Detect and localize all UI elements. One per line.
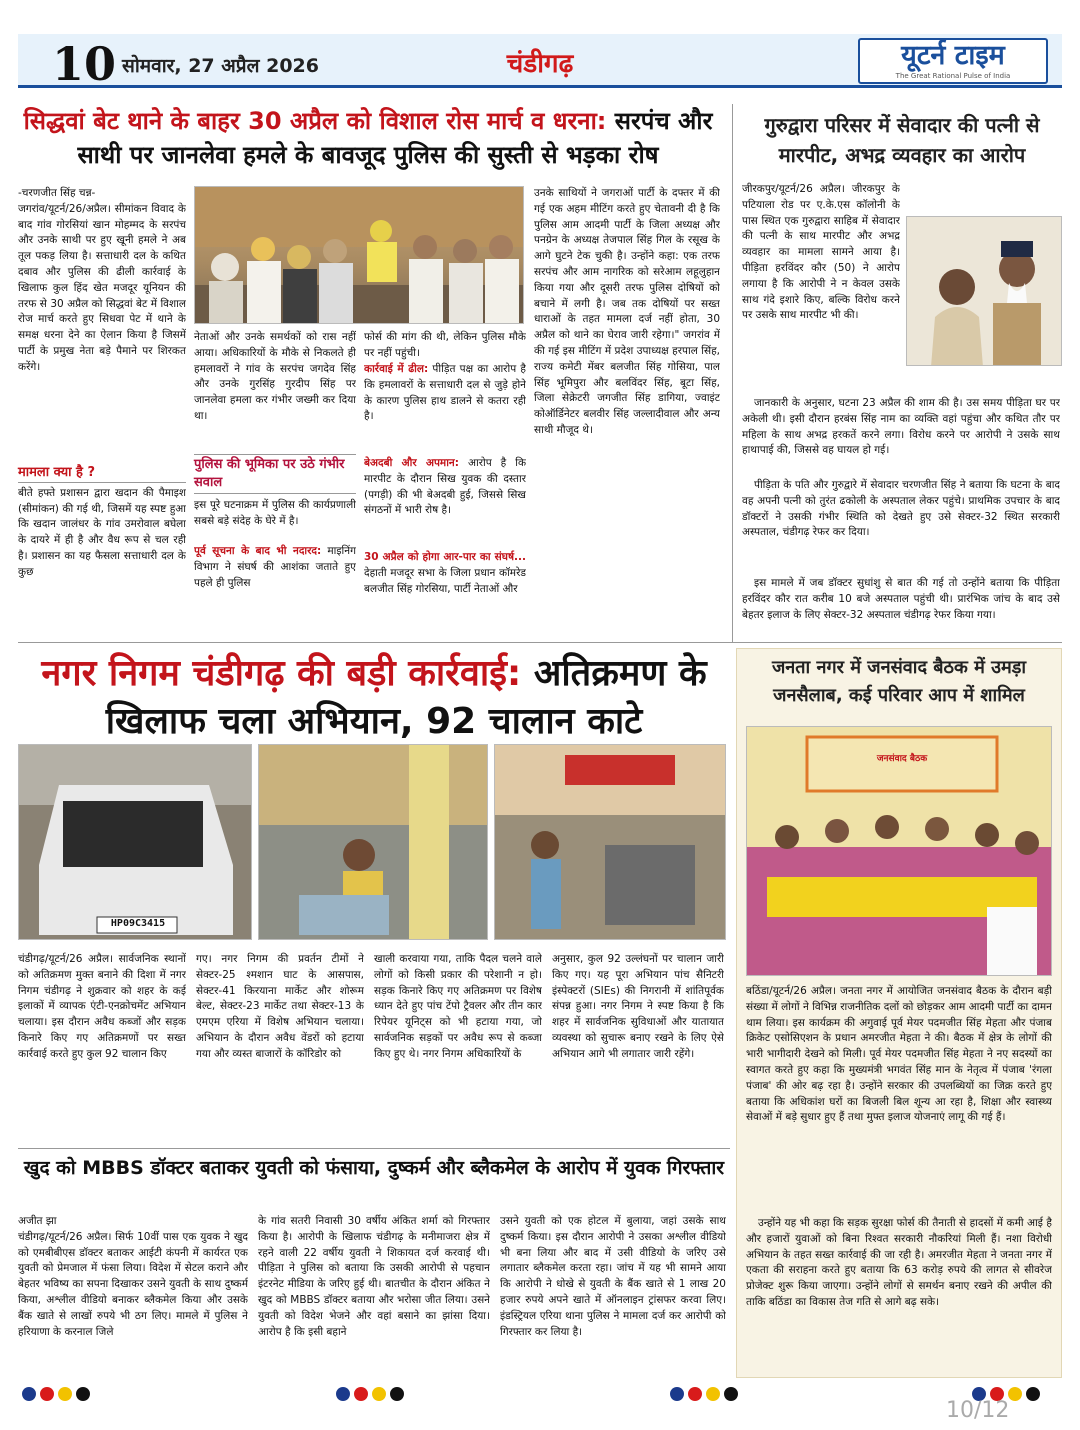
story2-headline: गुरुद्वारा परिसर में सेवादार की पत्नी से मारपीट, अभद्र व्यवहार का आरोप <box>764 113 1040 167</box>
story3-photo-car <box>18 744 252 940</box>
dot-black <box>390 1387 404 1401</box>
dot-red <box>354 1387 368 1401</box>
story1-headline <box>18 104 718 172</box>
story1-col2c-text: माइनिंग विभाग ने संघर्ष की आशंका जताते हुए पहले ही पुलिस <box>194 545 356 589</box>
story1-kw-struggle: 30 अप्रैल को होगा आर-पार का संघर्ष... <box>364 551 526 563</box>
story2-p1: जीरकपुर/यूटर्न/26 अप्रैल। जीरकपुर के पटियाला रोड पर ए.के.एस कॉलोनी के पास स्थित एक गुरुद्वारा साहिब में सेवादार की पत्नी के साथ मारपीट और अभद्र व्यवहार का मामला सामने आया है। पीड़िता हरविंदर कौर (50) ने आरोप लगाया है कि आरोपी ने न केवल उसके साथ गंदे इशारे किए, बल्कि विरोध करने पर उसके साथ मारपीट भी की। <box>742 183 900 322</box>
rally-banner-text: जनसंवाद बैठक <box>876 754 928 764</box>
story1-kw-absent: पूर्व सूचना के बाद भी नदारद: <box>194 545 322 557</box>
story1-col3-p3-text: देहाती मजदूर सभा के जिला प्रधान कॉमरेड बलजीत सिंह गोरसिया, पार्टी नेताओं और <box>364 566 526 595</box>
story1-headline-red: सिद्धवां बेट थाने के बाहर 30 अप्रैल को विशाल रोस मार्च व धरना: <box>23 107 607 135</box>
dot-yellow <box>1008 1387 1022 1401</box>
story2-p4: इस मामले में जब डॉक्टर सुधांशु से बात की गई तो उन्होंने बताया कि पीड़िता हरविंदर कौर रात करीब 10 बजे अस्पताल पहुंची थी। प्रारंभिक जांच के बाद उसे बेहतर इलाज के लिए सेक्टर-32 अस्पताल चंडीगढ़ रेफर किया गया। <box>742 577 1060 621</box>
story1-col4-text: उनके साथियों ने जगराओं पार्टी के दफ्तर में की गई एक अहम मीटिंग करते हुए चेतावनी दी है कि पुलिस आम आदमी पार्टी के जिला अध्यक्ष और पनग्रेन के अध्यक्ष तेजपाल सिंह गिल के रसूख के आगे घुटने टेक चुकी है। उन्होंने कहा: एक तरफ सरपंच और आम नागरिक को सरेआम लहूलुहान किया गया और दूसरी तरफ पुलिस दोषियों को बचाने में लगी है। जब तक दोषियों पर सख्त धाराओं के तहत मामला दर्ज नहीं होता, 30 अप्रैल को थाने का घेराव जारी रहेगा।" जगरांव में की गई इस मीटिंग में प्रदेश उपाध्यक्ष हरपाल सिंह, राज्य कमेटी मेंबर बलजीत सिंह गोसिया, पाल सिंह भूमिपुरा और बलविंदर सिंह, बूटा सिंह, जिला सेक्रेटरी जगजीत सिंह डागिया, ज्वाइंट कोऑर्डिनेटर बलवीर सिंह जल्लादीवाल और अन्य साथी मौजूद थे। <box>534 187 720 436</box>
story1-col3 <box>364 330 526 630</box>
story4-headline: जनता नगर में जनसंवाद बैठक में उमड़ा जनसैलाब, कई परिवार आप में शामिल <box>771 657 1027 706</box>
story1-col3-p1 <box>364 362 526 456</box>
page-indicator: 10/12 <box>946 1398 1010 1423</box>
section-title: चंडीगढ़ <box>506 49 574 79</box>
story5-byline: अजीत झा <box>18 1215 57 1227</box>
story5-col2: के गांव सतरी निवासी 30 वर्षीय अंकित शर्मा को गिरफ्तार किया है। आरोपी के खिलाफ चंडीगढ़ के मनीमाजरा क्षेत्र में रहने वाली 22 वर्षीय युवती ने शिकायत दर्ज करवाई थी। पीड़िता ने पुलिस को बताया कि उसकी आरोपी से पहचान इंटरनेट मीडिया के जरिए हुई थी। बातचीत के दौरान अंकित ने खुद को MBBS डॉक्टर बताया और भरोसा जीत लिया। उसने युवती को विदेश भेजने और वहां बसाने का झांसा दिया। आरोप है कि इसी बहाने <box>258 1215 490 1338</box>
meeting-photo <box>195 187 524 324</box>
issue-date: सोमवार, 27 अप्रैल 2026 <box>122 55 319 77</box>
dot-red <box>688 1387 702 1401</box>
dot-yellow <box>58 1387 72 1401</box>
story3-col3: खाली करवाया गया, ताकि पैदल चलने वाले लोगों को किसी प्रकार की परेशानी न हो। सड़क किनारे किए गए अतिक्रमण पर विशेष ध्यान देते हुए पांच टेंपो ट्रैवलर और तीन कार रिपेयर यूनिट्स को भी हटाया गया, जो सार्वजनिक सड़कों पर अवैध रूप से कब्जा किए हुए थे। नगर निगम अधिकारियों के <box>374 953 542 1060</box>
number-plate: HP09C3415 <box>110 918 166 929</box>
story1-kw-insult: बेअदबी और अपमान: <box>364 457 459 469</box>
story1-col2-text: नेताओं और उनके समर्थकों को रास नहीं आया। अधिकारियों के मौके से निकलते ही हमलावरों ने गांव के सरपंच जगदेव सिंह और उनके गुरसिंह गुरदीप सिंह पर जानलेवा हमला कर गंभीर जख्मी कर दिया था। <box>194 331 356 422</box>
car-photo <box>19 745 252 940</box>
story1-col2c <box>194 544 356 624</box>
column-divider <box>732 104 733 642</box>
dot-blue <box>22 1387 36 1401</box>
story1-subhead-1: मामला क्या है ? <box>18 464 186 483</box>
story1-col1b-text: बीते हफ्ते प्रशासन द्वारा खदान की पैमाइश (सीमांकन) की गई थी, जिसमें यह स्पष्ट हुआ कि खदान जालंधर के गांव उमरोवाल बघेला के दायरे में ही है और वैध रूप से चल रही है। प्रशासन का यह फैसला सत्ताधारी दल के कुछ <box>18 486 186 578</box>
dot-yellow <box>372 1387 386 1401</box>
story5-headline: खुद को MBBS डॉक्टर बताकर युवती को फंसाया, दुष्कर्म और ब्लैकमेल के आरोप में युवक गिरफ्तार <box>23 1157 725 1179</box>
story5-col1 <box>18 1214 248 1376</box>
footer-dots-left <box>22 1386 94 1405</box>
story3-col1: चंडीगढ़/यूटर्न/26 अप्रैल। सार्वजनिक स्थानों को अतिक्रमण मुक्त बनाने की दिशा में नगर निगम चंडीगढ़ ने शुक्रवार को शहर के कई इलाकों में व्यापक एंटी-एनक्रोचमेंट अभियान चलाया। इस दौरान अवैध कब्जों और सड़क किनारे किए गए अतिक्रमणों पर सख्त कार्रवाई करते हुए कुल 92 चालान किए <box>18 953 186 1060</box>
couple-photo <box>907 217 1062 366</box>
page-number: 10 <box>52 37 117 91</box>
story1-col3-text: फोर्स की मांग की थी, लेकिन पुलिस मौके पर नहीं पहुंची। <box>364 331 526 359</box>
newspaper-logo <box>858 38 1048 84</box>
story1-subhead-2: पुलिस की भूमिका पर उठे गंभीर सवाल <box>194 454 356 494</box>
dot-black <box>1026 1387 1040 1401</box>
footer-dots-center <box>336 1386 408 1405</box>
story1-col3-p1-text: पीड़ित पक्ष का आरोप है कि हमलावरों के सत्ताधारी दल से जुड़े होने के कारण पुलिस हाथ डालने से कतरा रही है। <box>364 363 526 423</box>
row-divider-2 <box>18 1148 730 1149</box>
story1-kw-laxity: कार्रवाई में ढील: <box>364 363 429 375</box>
market-photo <box>495 745 726 940</box>
story3-headline <box>18 650 730 746</box>
row-divider <box>18 642 1062 643</box>
story1-col3-p2 <box>364 456 526 550</box>
story2-photo <box>906 216 1062 366</box>
story2-p3: पीड़िता के पति और गुरुद्वारे में सेवादार चरणजीत सिंह ने बताया कि घटना के बाद वह अपनी पत्नी को तुरंत ढकोली के अस्पताल लेकर पहुंचे। प्राथमिक उपचार के बाद डॉक्टरों ने उसकी गंभीर स्थिति को देखते हुए उसे सेक्टर-32 स्थित सरकारी अस्पताल, चंडीगढ़ रेफर कर दिया। <box>742 479 1060 539</box>
dot-yellow <box>706 1387 720 1401</box>
story5-col3: उसने युवती को एक होटल में बुलाया, जहां उसके साथ दुष्कर्म किया। इस दौरान आरोपी ने उसका अश्लील वीडियो भी बना लिया और बाद में उसी वीडियो के जरिए उसे लगातार ब्लैकमेल करता रहा। जांच में यह भी सामने आया कि आरोपी ने धोखे से युवती के बैंक खाते से 1 लाख 20 हजार रुपये अपने खाते में ऑनलाइन ट्रांसफर करवा लिए। इंडस्ट्रियल एरिया थाना पुलिस ने मामला दर्ज कर आरोपी को गिरफ्तार कर लिया है। <box>500 1215 726 1338</box>
story1-col3-p2-text: आरोप है कि मारपीट के दौरान सिख युवक की दस्तार (पगड़ी) की भी बेअदबी हुई, जिससे सिख संगठनों में भारी रोष है। <box>364 457 526 517</box>
story4-photo <box>746 726 1052 976</box>
footer-dots-right <box>670 1386 742 1405</box>
story2-p2: जानकारी के अनुसार, घटना 23 अप्रैल की शाम की है। उस समय पीड़िता घर पर अकेली थी। इसी दौरान हरबंस सिंह नाम का व्यक्ति वहां पहुंचा और कथित तौर पर महिला के साथ अभद्र हरकतें करने लगा। विरोध करने पर आरोपी ने उसके साथ हाथापाई की, जिससे वह घायल हो गई। <box>742 397 1060 457</box>
dot-black <box>76 1387 90 1401</box>
logo-text: यूटर्न टाइम <box>901 40 1005 71</box>
dot-blue <box>336 1387 350 1401</box>
dot-blue <box>670 1387 684 1401</box>
story1-byline: -चरणजीत सिंह चन्न- <box>18 187 96 199</box>
story5-col1-text: चंडीगढ़/यूटर्न/26 अप्रैल। सिर्फ 10वीं पास एक युवक ने खुद को एमबीबीएस डॉक्टर बताकर आईटी कंपनी में कार्यरत एक युवती को प्रेमजाल में फंसा लिया। विदेश में सेटल कराने और बेहतर भविष्य का सपना दिखाकर उसने युवती के साथ दुष्कर्म किया, अश्लील वीडियो बनाकर ब्लैकमेल किया और उसके बैंक खाते से लाखों रुपये भी ठग लिए। मामले में पुलिस ने हरियाणा के करनाल जिले <box>18 1230 248 1338</box>
story3-headline-black-a: अतिक्रमण <box>533 653 667 694</box>
story3-photo-market <box>494 744 726 940</box>
story3-photo-street <box>258 744 488 940</box>
story3-col2: गए। नगर निगम की प्रवर्तन टीमों ने सेक्टर-25 श्मशान घाट के आसपास, सेक्टर-41 किरयाना मार्केट और शोरूम बेल्ट, सेक्टर-23 मार्केट तथा सेक्टर-13 के एमएम एरिया में विशेष अभियान चलाया। अभियान के दौरान अवैध वेंडरों को हटाया गया और व्यस्त बाजारों के कॉरिडोर को <box>196 953 364 1060</box>
dot-red <box>40 1387 54 1401</box>
story1-headline-black-b: और साथी पर जानलेवा हमले के बावजूद पुलिस की सुस्ती से भड़का रोष <box>77 107 713 169</box>
story3-headline-black-b: के खिलाफ चला अभियान, 92 चालान काटे <box>105 653 707 742</box>
story1-photo <box>194 186 524 324</box>
dot-black <box>724 1387 738 1401</box>
story1-col1-text: जगरांव/यूटर्न/26/अप्रैल। सीमांकन विवाद के बाद गांव गोरसियां खान मोहम्मद के सरपंच और उनके साथी पर हुए खूनी हमले ने अब तूल पकड़ लिया है। सत्ताधारी दल के कथित दबाव और पुलिस की ढीली कार्रवाई के खिलाफ कुल हिंद खेत मजदूर यूनियन की तरफ से 30 अप्रैल को सिद्धवां बेट में विशाल रोज मार्च करते हुए सिधवा पेट में थाने के समक्ष धरना देने का ऐलान किया है जिसमें पार्टी के प्रमुख नेता बड़े पैमाने पर शिरकत करेंगे। <box>18 202 186 373</box>
story4-p1: बठिंडा/यूटर्न/26 अप्रैल। जनता नगर में आयोजित जनसंवाद बैठक के दौरान बड़ी संख्या में लोगों ने विभिन्न राजनीतिक दलों को छोड़कर आम आदमी पार्टी का दामन थाम लिया। इस कार्यक्रम की अगुवाई पूर्व मेयर पदमजीत सिंह मेहता और पंजाब क्रिकेट एसोसिएशन के प्रधान अमरजीत मेहता ने की। बैठक में क्षेत्र के लोगों की भारी भागीदारी देखने को मिली। पूर्व मेयर पदमजीत सिंह मेहता ने नए सदस्यों का स्वागत करते हुए कहा कि मुख्यमंत्री भगवंत सिंह मान के नेतृत्व में पंजाब 'रंगला पंजाब' की ओर बढ़ रहा है। उन्होंने सरकार की उपलब्धियों का जिक्र करते हुए बताया कि अधिकांश घरों का बिजली बिल शून्य आ रहा है, शिक्षा और स्वास्थ्य सेवाओं में बड़े सुधार हुए हैं तथा मुफ्त इलाज योजनाएं लागू की गई हैं। <box>746 985 1052 1124</box>
story3-headline-red: नगर निगम चंडीगढ़ की बड़ी कार्रवाई: <box>41 653 522 694</box>
story3-col4: अनुसार, कुल 92 उल्लंघनों पर चालान जारी किए गए। यह पूरा अभियान पांच सैनिटरी इंस्पेक्टरों (SIEs) की निगरानी में शांतिपूर्वक संपन्न हुआ। नगर निगम ने स्पष्ट किया है कि शहर में सार्वजनिक सुविधाओं और यातायात व्यवस्था को सुचारू बनाए रखने के लिए ऐसे अभियान आगे भी लगातार जारी रहेंगे। <box>552 953 724 1060</box>
rally-photo <box>747 727 1052 976</box>
logo-tagline: The Great Rational Pulse of India <box>895 72 1011 80</box>
story1-col2 <box>194 330 356 624</box>
story1-col3-p3 <box>364 550 526 630</box>
street-photo <box>259 745 488 940</box>
story1-headline-black-a: सरपंच <box>614 107 670 135</box>
story1-col2b-text: इस पूरे घटनाक्रम में पुलिस की कार्यप्रणाली सबसे बड़े संदेह के घेरे में है। <box>194 499 356 527</box>
story4-p2: उन्होंने यह भी कहा कि सड़क सुरक्षा फोर्स की तैनाती से हादसों में कमी आई है और हजारों युवाओं को बिना रिश्वत सरकारी नौकरियां मिली हैं। नशा विरोधी अभियान के तहत सख्त कार्रवाई की जा रही है। अमरजीत मेहता ने जनता नगर में एकता की सराहना करते हुए बताया कि 63 करोड़ रुपये की लागत से सीवरेज प्रोजेक्ट शुरू किया जाएगा। उन्होंने लोगों से समर्थन बनाए रखने की अपील की ताकि बठिंडा का विकास तेज गति से आगे बढ़ सके। <box>746 1217 1052 1308</box>
story1-col1 <box>18 186 186 611</box>
